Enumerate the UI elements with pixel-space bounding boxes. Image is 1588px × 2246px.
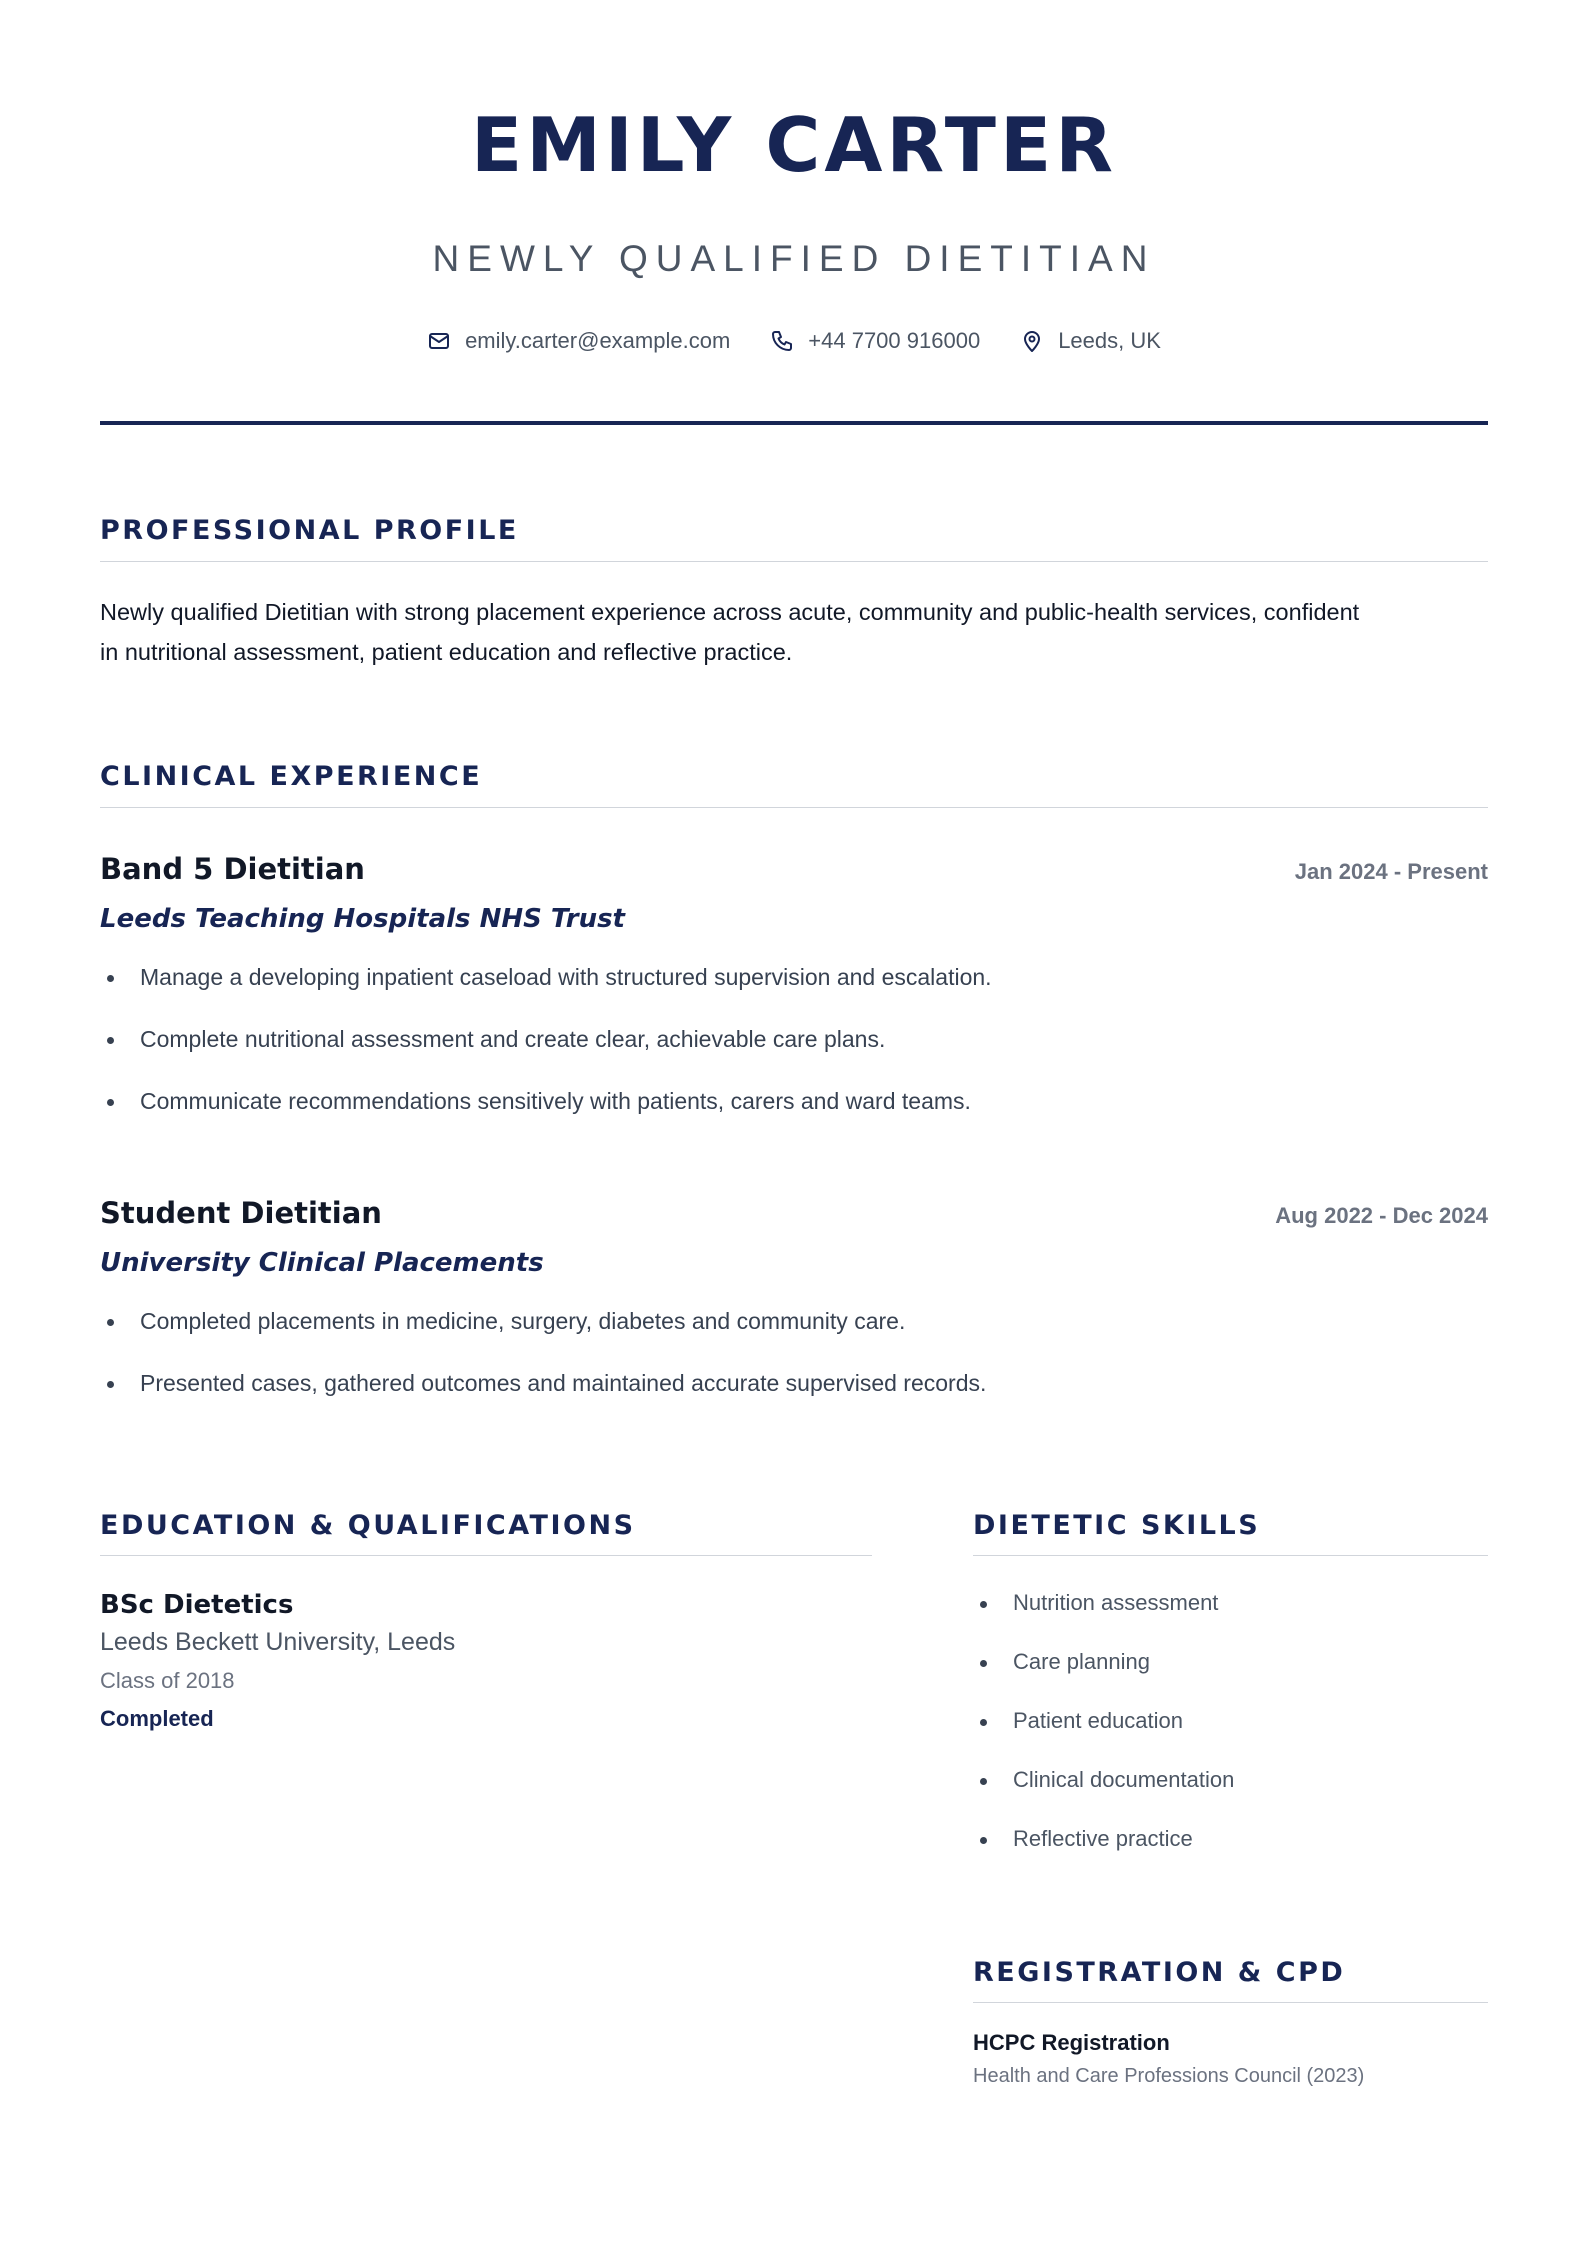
skills-list (973, 1592, 1488, 1850)
job-organization: Leeds Teaching Hospitals NHS Trust (100, 904, 625, 934)
section-divider (973, 1555, 1488, 1556)
list-item: Reflective practice (973, 1828, 1488, 1850)
email-text: emily.carter@example.com (465, 328, 731, 353)
contact-location (1020, 328, 1161, 354)
degree-title: BSc Dietetics (100, 1590, 294, 1620)
contact-phone[interactable] (770, 328, 980, 354)
registration-body: Health and Care Professions Council (2023) (973, 2065, 1365, 2087)
list-item: Presented cases, gathered outcomes and maintained accurate supervised records. (100, 1372, 1488, 1395)
section-title-experience: CLINICAL EXPERIENCE (100, 761, 483, 792)
section-title-education: EDUCATION & QUALIFICATIONS (100, 1510, 636, 1541)
header-divider (100, 421, 1488, 425)
profile-line: in nutritional assessment, patient education and reflective practice. (100, 639, 793, 665)
job-title: Band 5 Dietitian (100, 852, 365, 886)
section-title-skills: DIETETIC SKILLS (973, 1510, 1261, 1541)
candidate-name: EMILY CARTER (471, 101, 1117, 189)
location-text: Leeds, UK (1058, 328, 1161, 353)
section-divider (100, 1555, 872, 1556)
phone-text: +44 7700 916000 (808, 328, 981, 353)
profile-summary (100, 592, 1488, 672)
job-bullets (100, 1310, 1488, 1395)
school-name: Leeds Beckett University, Leeds (100, 1628, 456, 1656)
location-pin-icon (1020, 329, 1044, 353)
list-item: Patient education (973, 1710, 1488, 1732)
section-divider (100, 807, 1488, 808)
profile-line: Newly qualified Dietitian with strong placement experience across acute, community and public-health services, confident (100, 599, 1360, 625)
job-dates: Aug 2022 - Dec 2024 (1275, 1203, 1488, 1228)
contact-email[interactable] (427, 328, 730, 354)
section-title-profile: PROFESSIONAL PROFILE (100, 515, 519, 546)
graduation-year: Class of 2018 (100, 1668, 235, 1693)
list-item: Complete nutritional assessment and create clear, achievable care plans. (100, 1028, 1488, 1051)
job-bullets (100, 966, 1488, 1113)
list-item: Completed placements in medicine, surgery, diabetes and community care. (100, 1310, 1488, 1333)
list-item: Care planning (973, 1651, 1488, 1673)
list-item: Clinical documentation (973, 1769, 1488, 1791)
mail-icon (427, 329, 451, 353)
degree-status: Completed (100, 1706, 214, 1731)
section-divider (100, 561, 1488, 562)
registration-title: HCPC Registration (973, 2030, 1170, 2055)
candidate-role: NEWLY QUALIFIED DIETITIAN (432, 238, 1156, 279)
list-item: Manage a developing inpatient caseload with structured supervision and escalation. (100, 966, 1488, 989)
list-item: Communicate recommendations sensitively with patients, carers and ward teams. (100, 1090, 1488, 1113)
section-title-registration: REGISTRATION & CPD (973, 1957, 1346, 1988)
job-organization: University Clinical Placements (100, 1248, 544, 1278)
section-divider (973, 2002, 1488, 2003)
phone-icon (770, 329, 794, 353)
list-item: Nutrition assessment (973, 1592, 1488, 1614)
job-dates: Jan 2024 - Present (1294, 859, 1488, 884)
contact-bar (100, 328, 1488, 354)
job-title: Student Dietitian (100, 1196, 382, 1230)
